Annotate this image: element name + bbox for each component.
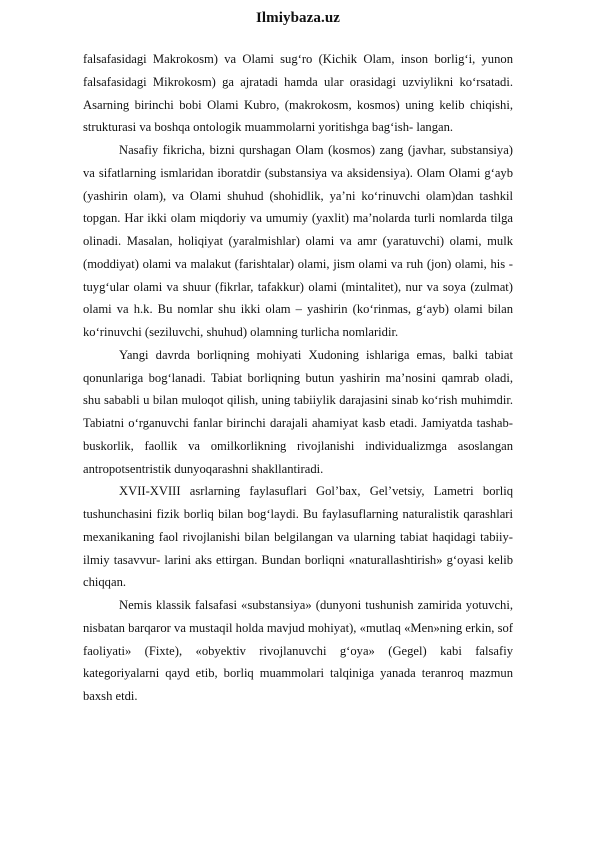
paragraph-3: Yangi davrda borliqning mohiyati Xudoning ishlariga emas, balki tabiat qonunlariga bog‘lanadi. Tabiat borliqning butun yashirin ma’nosini qamrab oladi, shu sababli u bilan muloqot qilish, uning tabiiylik darajasini sinab ko‘rish muhimdir. Tabiatni o‘rganuvchi fanlar birinchi darajali ahamiyat kasb etadi. Jamiyatda tashab- buskorlik, faollik va omilkorlikning rivojlanishi individualizmga asoslangan antropotsentristik dunyoqarashni shakllantiradi. (83, 347, 513, 476)
paragraph-2: Nasafiy fikricha, bizni qurshagan Olam (kosmos) zang (javhar, substansiya) va sifatlarning ismlaridan iboratdir (substansiya va aksidensiya). Olam Olami g‘ayb (yashirin olam), va Olami shuhud (shohidlik, ya’ni ko‘rinuvchi olam)dan tashkil topgan. Har ikki olam miqdoriy va umumiy (yaxlit) ma’nolarda turli nomlarda tilga olinadi. Masalan, holiqiyat (yaralmishlar) olami va amr (yaratuvchi) olami, mulk (moddiyat) olami va malakut (farishtalar) olami, jism olami va ruh (jon) olami, his -tuyg‘ular olami va shuur (fikrlar, tafakkur) olami (mintalitet), nur va soya (zulmat) olami va h.k. Bu nomlar shu ikki olam – yashirin (ko‘rinmas, g‘ayb) olami bilan ko‘rinuvchi (seziluvchi, shuhud) olamning turlicha nomlaridir. (83, 143, 513, 339)
paragraph-5: Nemis klassik falsafasi «substansiya» (dunyoni tushunish zamirida yotuvchi, nisbatan barqaror va mustaqil holda mavjud mohiyat), «mutlaq «Men»ning erkin, sof faoliyati» (Fixte), «obyektiv rivojlanuvchi g‘oya» (Gegel) kabi falsafiy kategoriyalarni qayd etib, borliq muammolari talqiniga yanada teranroq mazmun baxsh etdi. (83, 598, 513, 703)
paragraph-1: falsafasidagi Makrokosm) va Olami sug‘ro (Kichik Olam, inson borlig‘i, yunon falsafasidagi Mikrokosm) ga ajratadi hamda ular orasidagi uzviylikni ko‘rsatadi. Asarning birinchi bobi Olami Kubro, (makrokosm, kosmos) uning kelib chiqishi, strukturasi va boshqa ontologik muammolarni yoritishga bag‘ish- langan. (83, 52, 513, 135)
paragraph-4: XVII-XVIII asrlarning faylasuflari Gol’bax, Gel’vetsiy, Lametri borliq tushunchasini fizik borliq bilan bog‘laydi. Bu faylasuflarning naturalistik qarashlari mexanikaning faol rivojlanishi bilan belgilangan va ularning tabiat haqidagi tabiiy-ilmiy tasavvur- larini aks ettirgan. Bundan borliqni «naturallashtirish» g‘oyasi kelib chiqqan. (83, 484, 513, 590)
site-name: Ilmiybaza.uz (255, 10, 341, 26)
page-header (0, 10, 596, 27)
document-body (83, 48, 513, 708)
